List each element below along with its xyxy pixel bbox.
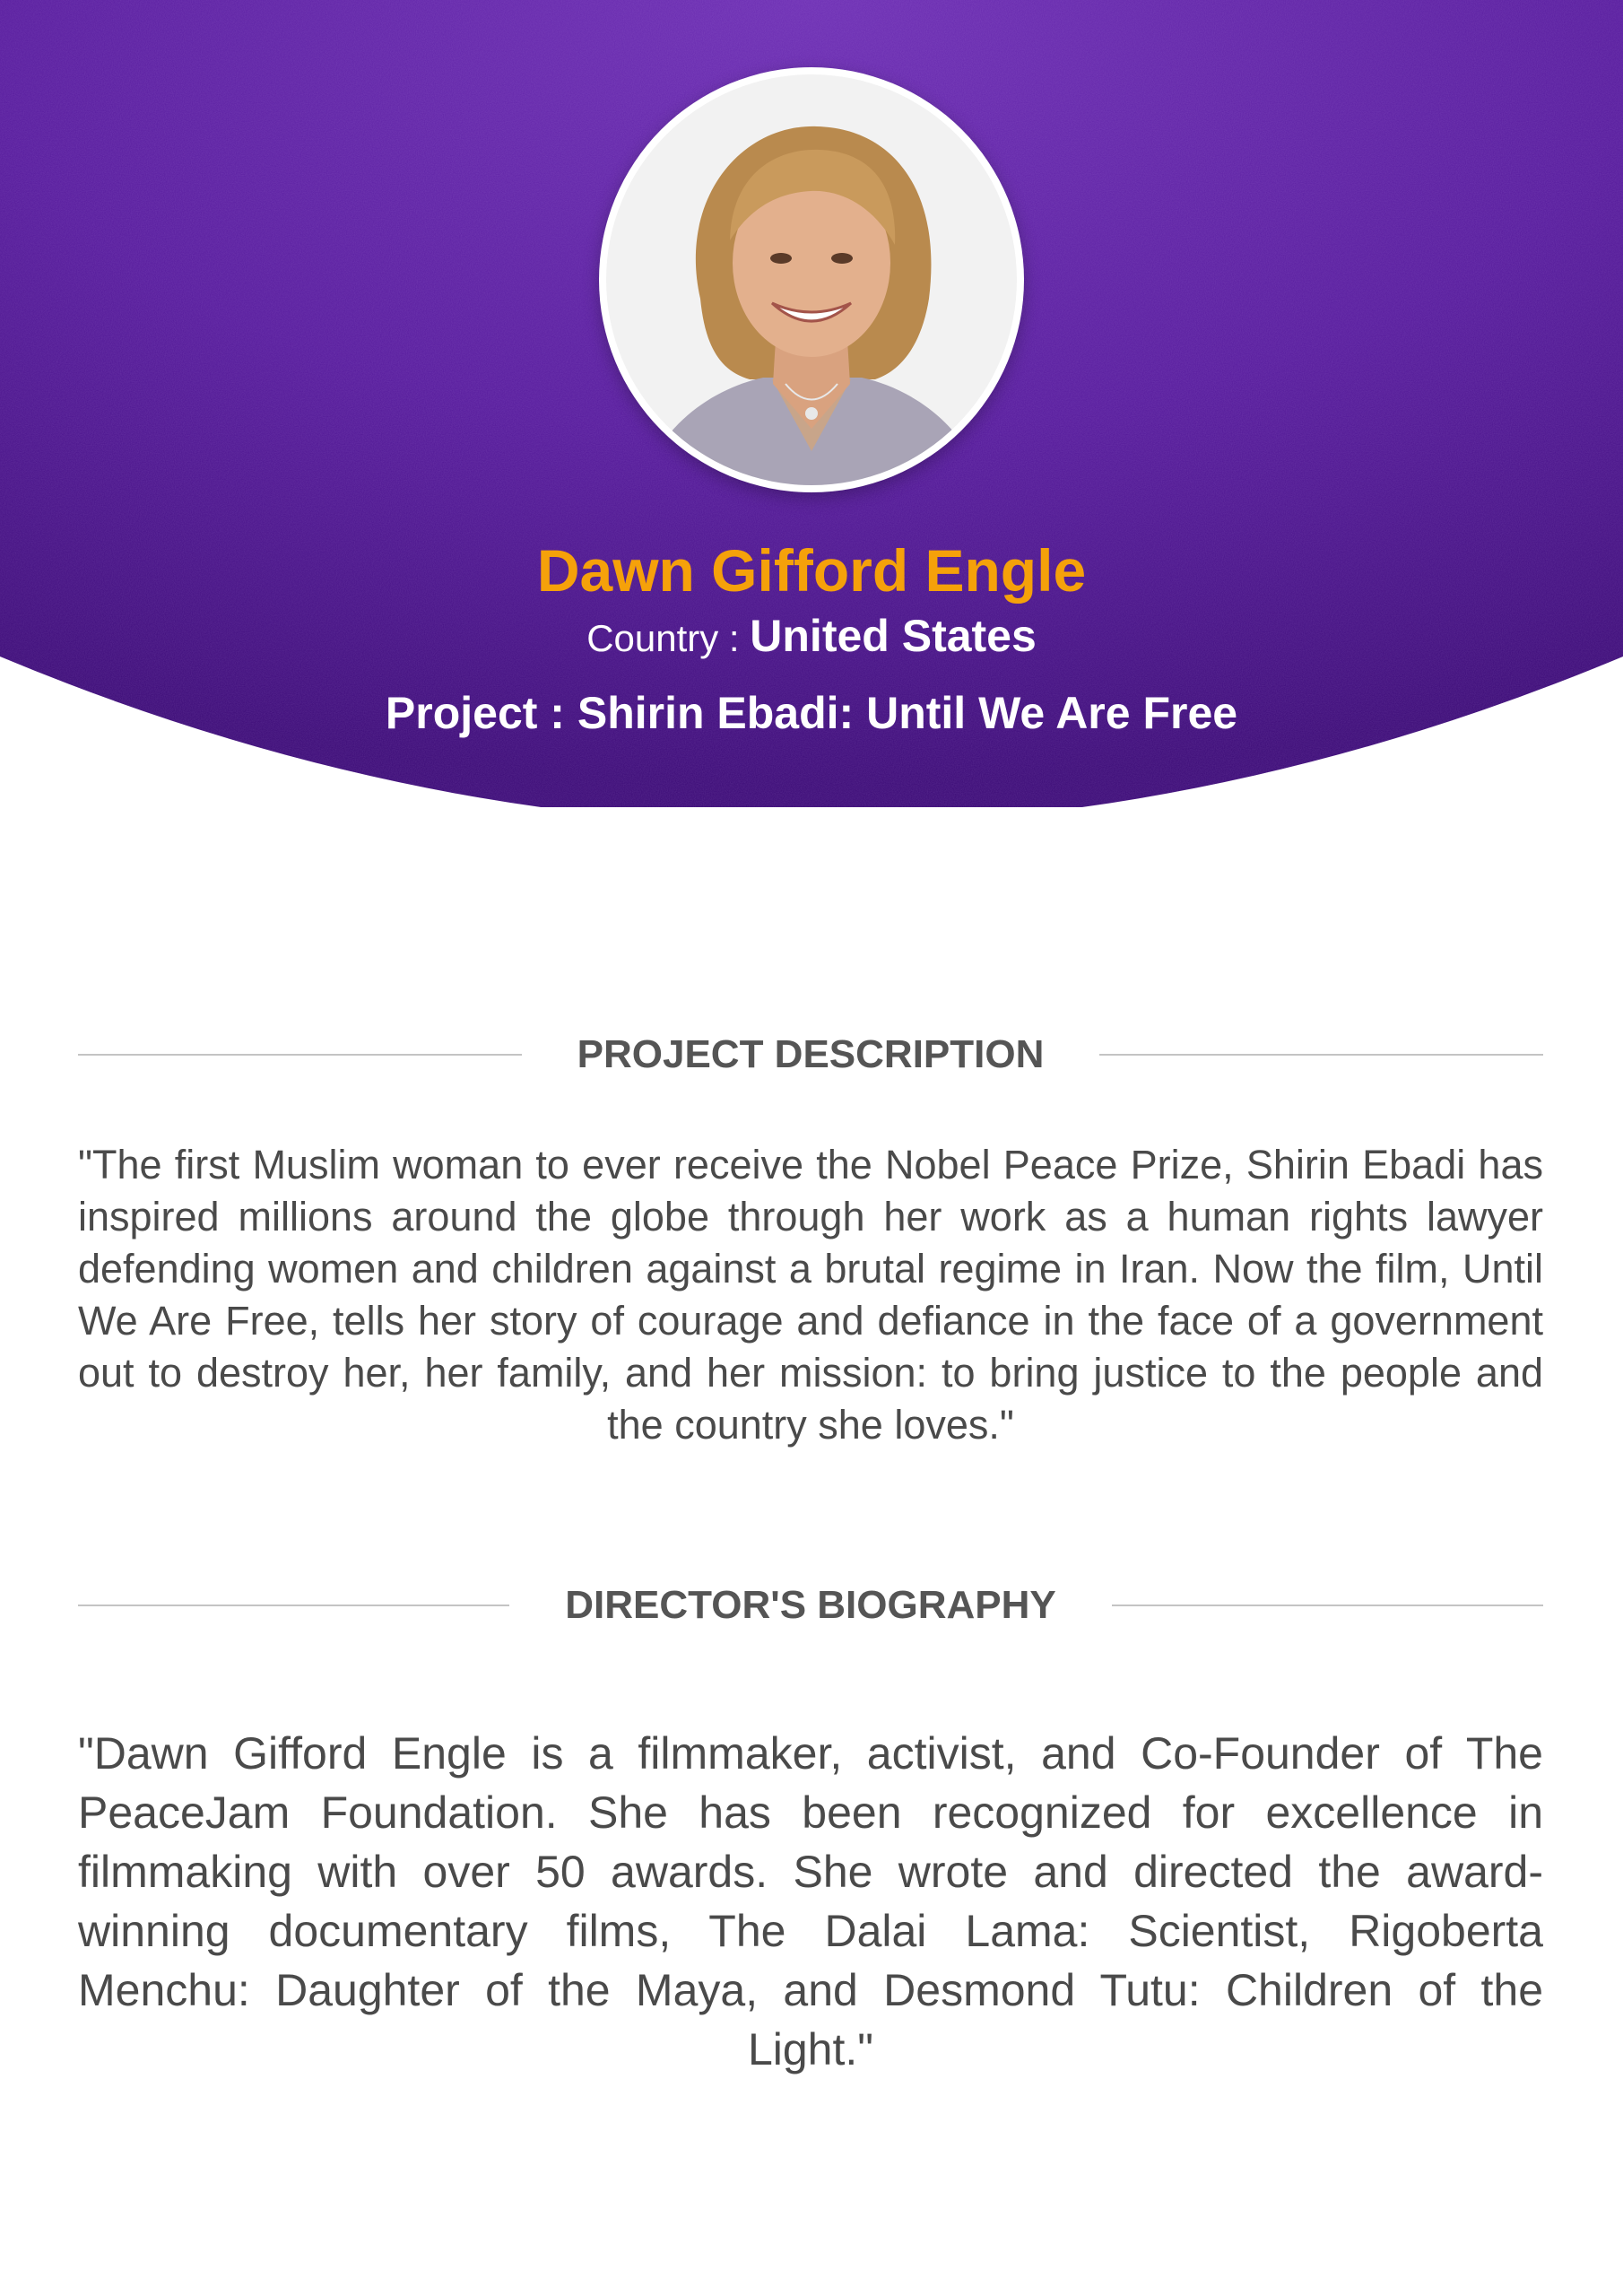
director-biography-text: "Dawn Gifford Engle is a filmmaker, activist, and Co-Founder of The PeaceJam Foundation. She has been recognized for excellence in filmmaking with over 50 awards. She wrote and directed the award-winning documentary films, The Dalai Lama: Scientist, Rigoberta Menchu: Daughter of the Maya, and Desmond Tutu: Children of the Light." — [78, 1728, 1543, 2074]
project-description-text: "The first Muslim woman to ever receive the Nobel Peace Prize, Shirin Ebadi has inspired millions around the globe through her work as a human rights lawyer defending women and children against a brutal regime in Iran. Now the film, Until We Are Free, tells her story of courage and defiance in the face of a government out to destroy her, her family, and her mission: to bring justice to the people and the country she loves." — [78, 1142, 1543, 1448]
country-line — [0, 608, 1623, 666]
section-title: PROJECT DESCRIPTION — [577, 1032, 1045, 1076]
divider-left — [78, 1054, 522, 1056]
director-name: Dawn Gifford Engle — [536, 537, 1087, 604]
project-line: Project : Shirin Ebadi: Until We Are Free — [385, 688, 1238, 738]
project-description-heading — [78, 1023, 1543, 1086]
profile-photo — [599, 67, 1024, 492]
divider-right — [1112, 1605, 1543, 1606]
section-title: DIRECTOR'S BIOGRAPHY — [565, 1583, 1056, 1627]
divider-right — [1099, 1054, 1543, 1056]
director-biography-heading — [78, 1574, 1543, 1637]
divider-left — [78, 1605, 509, 1606]
country-label: Country : — [586, 617, 751, 659]
portrait-photo-icon — [606, 74, 1017, 485]
country-value: United States — [750, 611, 1037, 661]
